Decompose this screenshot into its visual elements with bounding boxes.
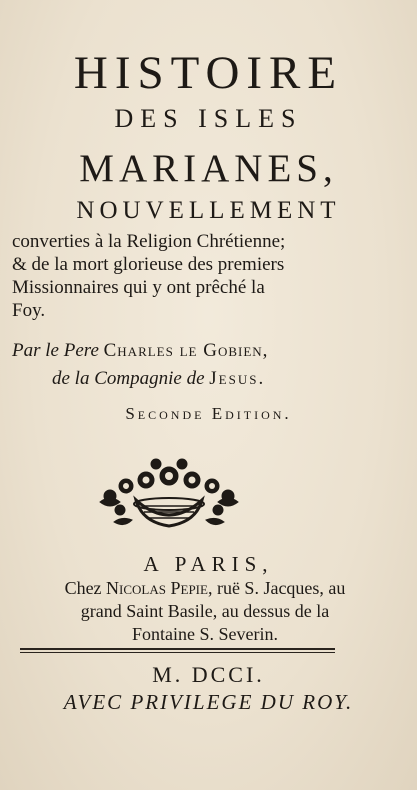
imprint-address-line-1: [30, 578, 380, 599]
title-marianes: MARIANES,: [79, 147, 338, 190]
author-name: Charles le Gobien,: [103, 340, 269, 361]
edition-label: Seconde Edition.: [125, 404, 292, 423]
horizontal-rule: [20, 652, 335, 653]
address-street: ruë S. Jacques, au: [216, 578, 346, 598]
floral-basket-ornament-icon: [96, 456, 242, 532]
author-prefix: Par le Pere: [12, 340, 99, 361]
imprint-address-line-3: Fontaine S. Severin.: [132, 624, 278, 644]
publisher-prefix: Chez: [64, 578, 102, 598]
title-nouvellement: NOUVELLEMENT: [76, 197, 341, 224]
title-histoire: HISTOIRE: [73, 47, 344, 99]
publisher-name: Nicolas Pepie,: [106, 578, 213, 598]
description-line: converties à la Religion Chrétienne;: [12, 231, 286, 252]
title-des-isles: DES ISLES: [114, 104, 303, 133]
company-prefix: de la Compagnie de: [52, 368, 205, 389]
imprint-place: A PARIS,: [143, 552, 274, 576]
royal-privilege: AVEC PRIVILEGE DU ROY.: [63, 690, 354, 714]
subtitle-description: [12, 230, 360, 322]
horizontal-rule: [20, 648, 335, 650]
description-line: & de la mort glorieuse des premiers: [12, 254, 285, 275]
description-line: Missionnaires qui y ont prêché la: [12, 277, 265, 298]
company-name: Jesus.: [209, 368, 266, 389]
company-line: [52, 368, 265, 390]
publication-date: M. DCCI.: [152, 662, 265, 687]
author-line: [12, 340, 268, 362]
description-line: Foy.: [12, 300, 46, 321]
imprint-address-line-2: grand Saint Basile, au dessus de la: [80, 601, 330, 621]
